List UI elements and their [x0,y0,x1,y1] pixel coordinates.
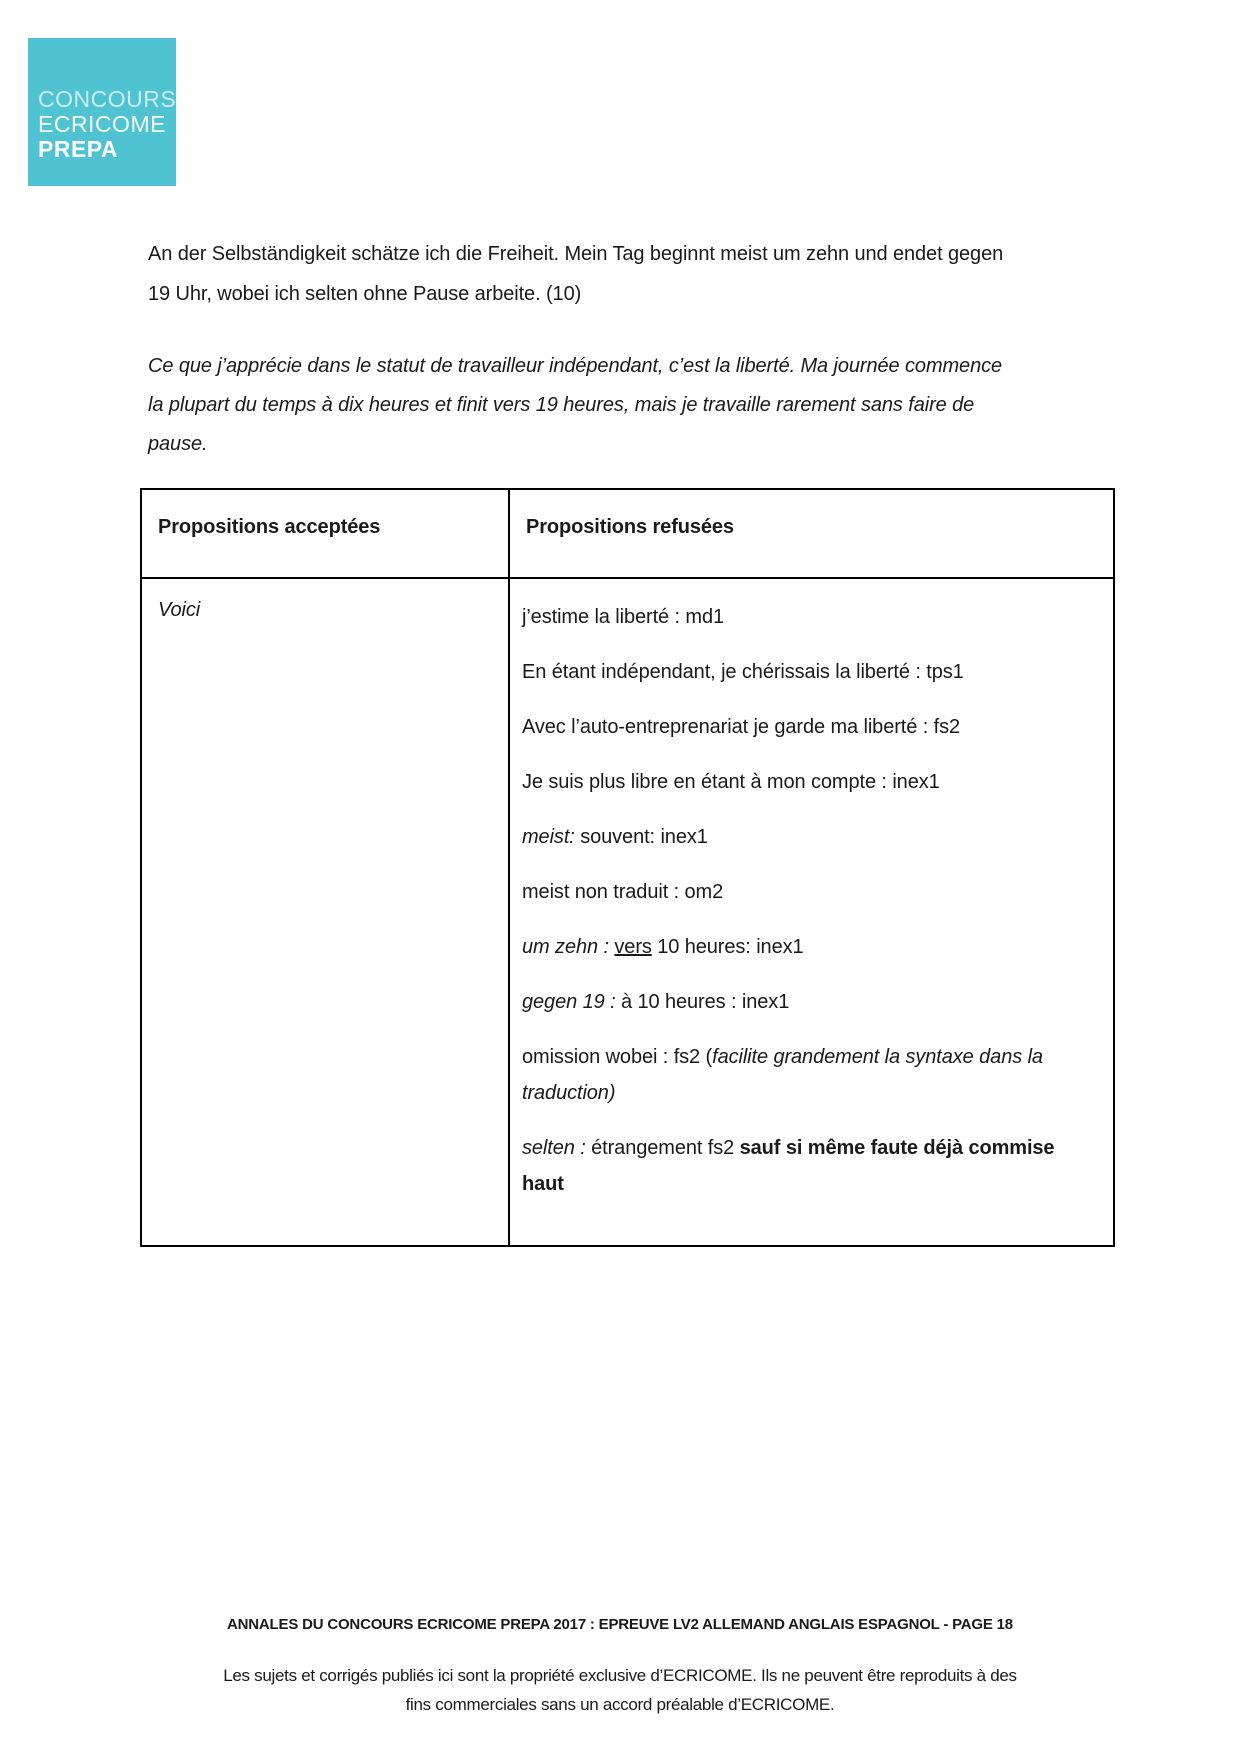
ecricome-logo [28,38,176,186]
text-segment: Avec l’auto-entreprenariat je garde ma liberté : fs2 [522,716,961,738]
refused-cell [510,579,1113,1245]
table-header-accepted: Propositions acceptées [142,490,510,579]
text-segment: 10 heures: inex1 [651,936,804,958]
text-line [522,874,1113,910]
text-segment: souvent: inex1 [574,826,708,848]
text-line: Ce que j’apprécie dans le statut de travailleur indépendant, c’est la liberté. Ma journée commence [148,355,1003,377]
accepted-cell: Voici [142,579,510,1245]
propositions-table [140,488,1115,1247]
text-line [522,1039,1113,1075]
text-line: Les sujets et corrigés publiés ici sont la propriété exclusive d’ECRICOME. Ils ne peuvent être reproduits à des [223,1666,1017,1685]
german-source-paragraph [148,234,1048,314]
text-line [522,654,1113,690]
text-segment: facilite grandement la syntaxe dans la [712,1046,1043,1068]
text-line: la plupart du temps à dix heures et finit vers 19 heures, mais je travaille rarement sans faire de [148,394,975,416]
text-line: pause. [148,433,208,455]
text-line [522,1130,1113,1166]
text-line [522,1166,1113,1202]
text-segment: En étant indépendant, je chérissais la liberté : tps1 [522,661,964,683]
text-segment: Je suis plus libre en étant à mon compte : inex1 [522,771,940,793]
text-line [522,1075,1113,1111]
refused-paragraph [522,1130,1113,1202]
refused-paragraph [522,929,1113,965]
logo-line-prepa: PREPA [38,136,119,162]
text-line [522,819,1113,855]
text-segment: vers [614,936,652,958]
logo-line-concours: CONCOURS [38,86,177,112]
text-line [522,599,1113,635]
text-line [522,709,1113,745]
text-segment: meist non traduit : om2 [522,881,724,903]
text-segment: j’estime la liberté : md1 [522,606,725,628]
refused-paragraph [522,984,1113,1020]
french-translation-paragraph [148,347,1048,464]
text-line: fins commerciales sans un accord préalable d’ECRICOME. [405,1695,835,1714]
refused-paragraph [522,1039,1113,1111]
logo-line-ecricome: ECRICOME [38,111,166,137]
text-line [522,984,1113,1020]
text-segment: sauf si même faute déjà commise [739,1137,1055,1159]
text-segment: selten : [522,1137,592,1159]
table-header-refused: Propositions refusées [510,490,1113,579]
refused-paragraph [522,819,1113,855]
text-segment: meist: [522,826,575,848]
text-segment: haut [522,1173,564,1195]
text-segment: traduction) [522,1082,616,1104]
refused-paragraph [522,599,1113,635]
footer-legal-notice [0,1661,1240,1719]
refused-paragraph [522,874,1113,910]
refused-paragraph [522,654,1113,690]
refused-paragraph [522,709,1113,745]
text-line [522,929,1113,965]
text-line [522,764,1113,800]
text-line: An der Selbständigkeit schätze ich die Freiheit. Mein Tag beginnt meist um zehn und endet gegen [148,243,1004,265]
text-segment: à 10 heures : inex1 [621,991,790,1013]
footer-annales-line: ANNALES DU CONCOURS ECRICOME PREPA 2017 : EPREUVE LV2 ALLEMAND ANGLAIS ESPAGNOL - PAGE 18 [227,1616,1013,1633]
text-segment: étrangement fs2 [591,1137,740,1159]
text-line: 19 Uhr, wobei ich selten ohne Pause arbeite. (10) [148,283,582,305]
text-segment: omission wobei : fs2 ( [522,1046,713,1068]
text-segment: gegen 19 : [522,991,621,1013]
refused-paragraph [522,764,1113,800]
text-segment: um zehn : [522,936,615,958]
